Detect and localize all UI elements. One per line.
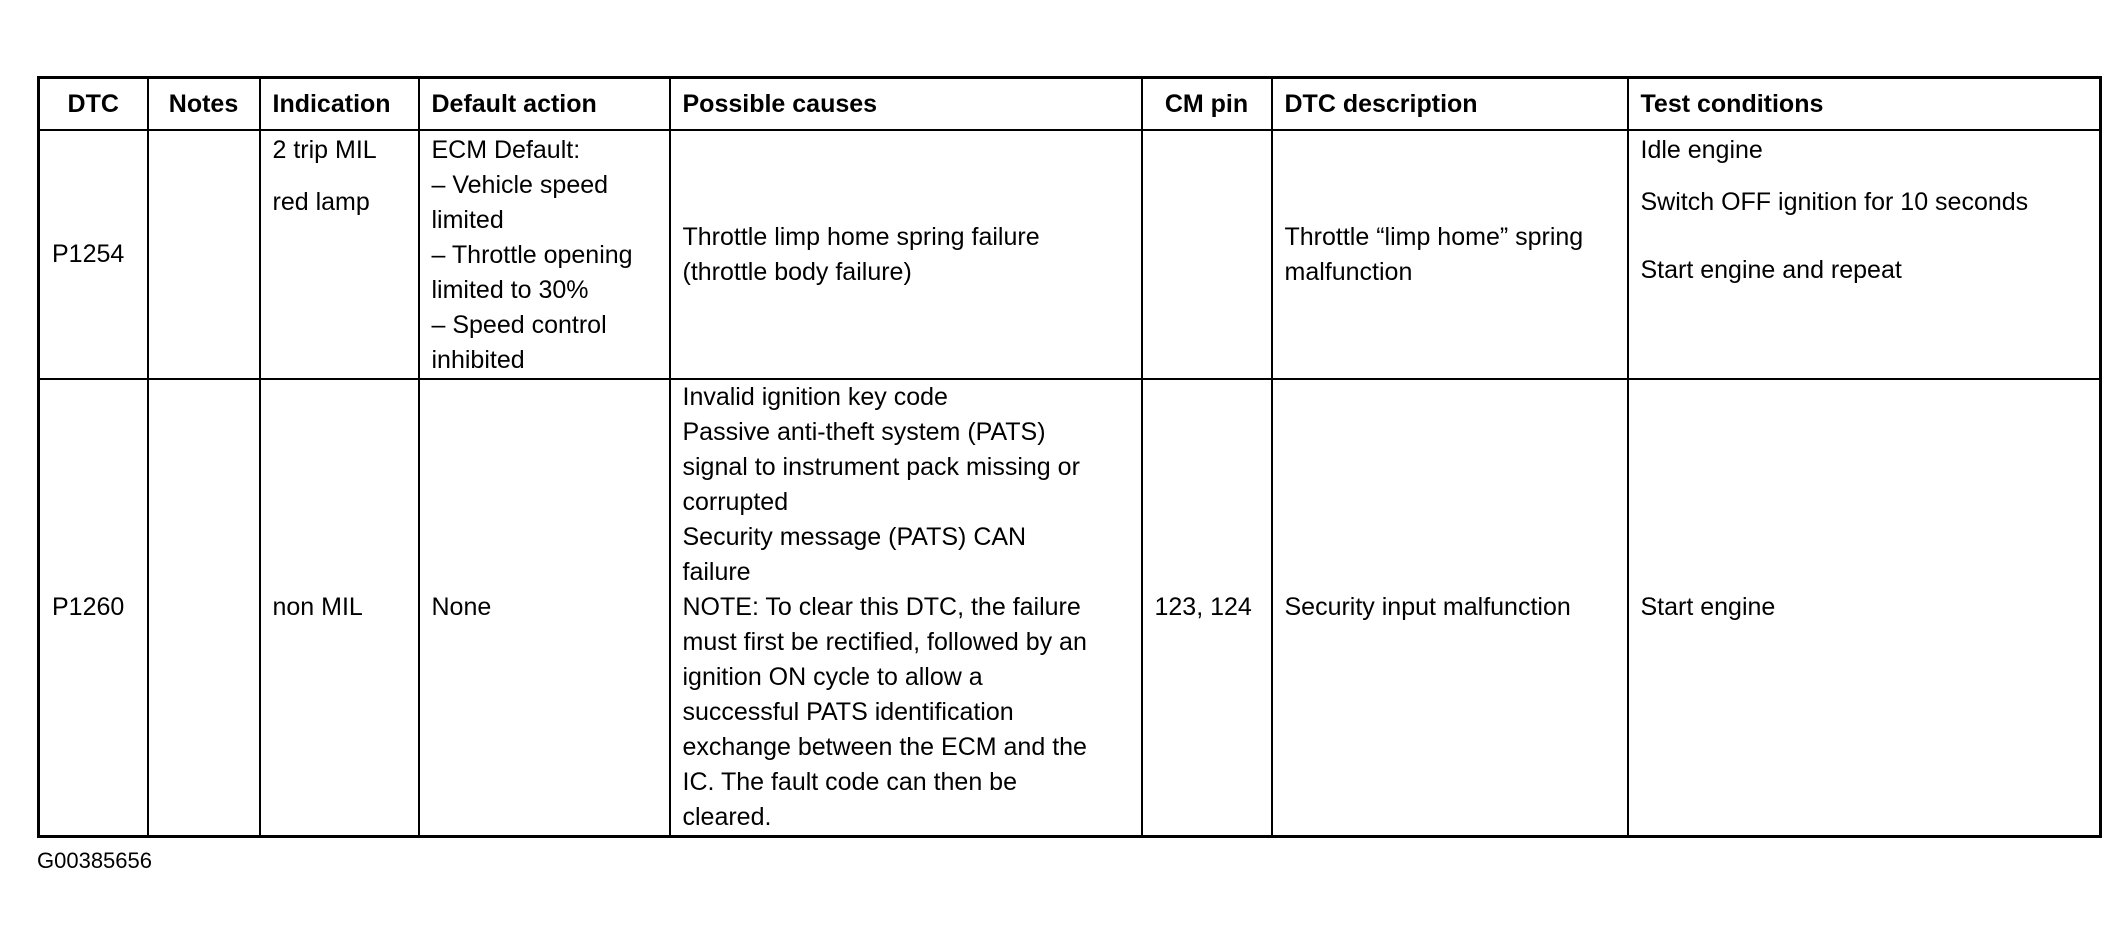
possible-causes-cell bbox=[670, 379, 1142, 837]
cm-pin-cell: 123, 124 bbox=[1142, 379, 1272, 837]
default-action-line: limited to 30% bbox=[431, 276, 589, 304]
default-action-line: limited bbox=[431, 206, 504, 234]
possible-causes-line: signal to instrument pack missing or bbox=[682, 453, 1080, 481]
header-row bbox=[39, 78, 2101, 131]
possible-causes-line: ignition ON cycle to allow a bbox=[682, 663, 983, 691]
possible-causes-line: must first be rectified, followed by an bbox=[682, 628, 1087, 656]
table-row bbox=[39, 130, 2101, 379]
default-action-cell bbox=[419, 130, 670, 379]
possible-causes-line: Throttle limp home spring failure bbox=[682, 222, 1040, 251]
dtc-description-cell bbox=[1272, 130, 1628, 379]
default-action-line: inhibited bbox=[431, 346, 525, 374]
header-notes: Notes bbox=[148, 78, 260, 131]
figure-id: G00385656 bbox=[37, 848, 152, 873]
test-conditions-line: Idle engine bbox=[1640, 136, 1763, 164]
default-action-cell: None bbox=[419, 379, 670, 837]
test-conditions-line: Switch OFF ignition for 10 seconds bbox=[1640, 188, 2029, 216]
default-action-line: – Throttle opening bbox=[431, 241, 633, 269]
header-cm-pin: CM pin bbox=[1142, 78, 1272, 131]
test-conditions-line: Start engine and repeat bbox=[1640, 256, 1902, 284]
possible-causes-line: failure bbox=[682, 558, 751, 586]
indication-cell: non MIL bbox=[260, 379, 419, 837]
possible-causes-line: cleared. bbox=[682, 803, 772, 831]
indication-line: 2 trip MIL bbox=[272, 136, 377, 164]
notes-cell bbox=[148, 130, 260, 379]
possible-causes-line: Passive anti-theft system (PATS) bbox=[682, 418, 1046, 446]
cm-pin-cell bbox=[1142, 130, 1272, 379]
header-indication: Indication bbox=[260, 78, 419, 131]
dtc-table bbox=[37, 76, 2102, 838]
indication-line: red lamp bbox=[272, 188, 370, 216]
header-possible-causes: Possible causes bbox=[670, 78, 1142, 131]
table-row bbox=[39, 379, 2101, 837]
test-conditions-cell bbox=[1628, 130, 2101, 379]
notes-cell bbox=[148, 379, 260, 837]
header-dtc: DTC bbox=[39, 78, 148, 131]
possible-causes-line: exchange between the ECM and the bbox=[682, 733, 1087, 761]
dtc-description-line: malfunction bbox=[1284, 257, 1413, 286]
possible-causes-line: corrupted bbox=[682, 488, 789, 516]
dtc-code: P1260 bbox=[39, 379, 148, 837]
indication-cell bbox=[260, 130, 419, 379]
possible-causes-line: IC. The fault code can then be bbox=[682, 768, 1017, 796]
default-action-line: – Speed control bbox=[431, 311, 607, 339]
possible-causes-line: successful PATS identification bbox=[682, 698, 1014, 726]
header-dtc-description: DTC description bbox=[1272, 78, 1628, 131]
possible-causes-cell bbox=[670, 130, 1142, 379]
dtc-description-line: Throttle “limp home” spring bbox=[1284, 222, 1584, 251]
possible-causes-line: Security message (PATS) CAN bbox=[682, 523, 1027, 551]
possible-causes-line: NOTE: To clear this DTC, the failure bbox=[682, 593, 1081, 621]
possible-causes-line: (throttle body failure) bbox=[682, 257, 912, 286]
dtc-description-cell: Security input malfunction bbox=[1272, 379, 1628, 837]
default-action-line: – Vehicle speed bbox=[431, 171, 609, 199]
dtc-code: P1254 bbox=[39, 130, 148, 379]
header-default-action: Default action bbox=[419, 78, 670, 131]
header-test-conditions: Test conditions bbox=[1628, 78, 2101, 131]
possible-causes-line: Invalid ignition key code bbox=[682, 383, 948, 411]
default-action-line: ECM Default: bbox=[431, 136, 581, 164]
test-conditions-cell: Start engine bbox=[1628, 379, 2101, 837]
